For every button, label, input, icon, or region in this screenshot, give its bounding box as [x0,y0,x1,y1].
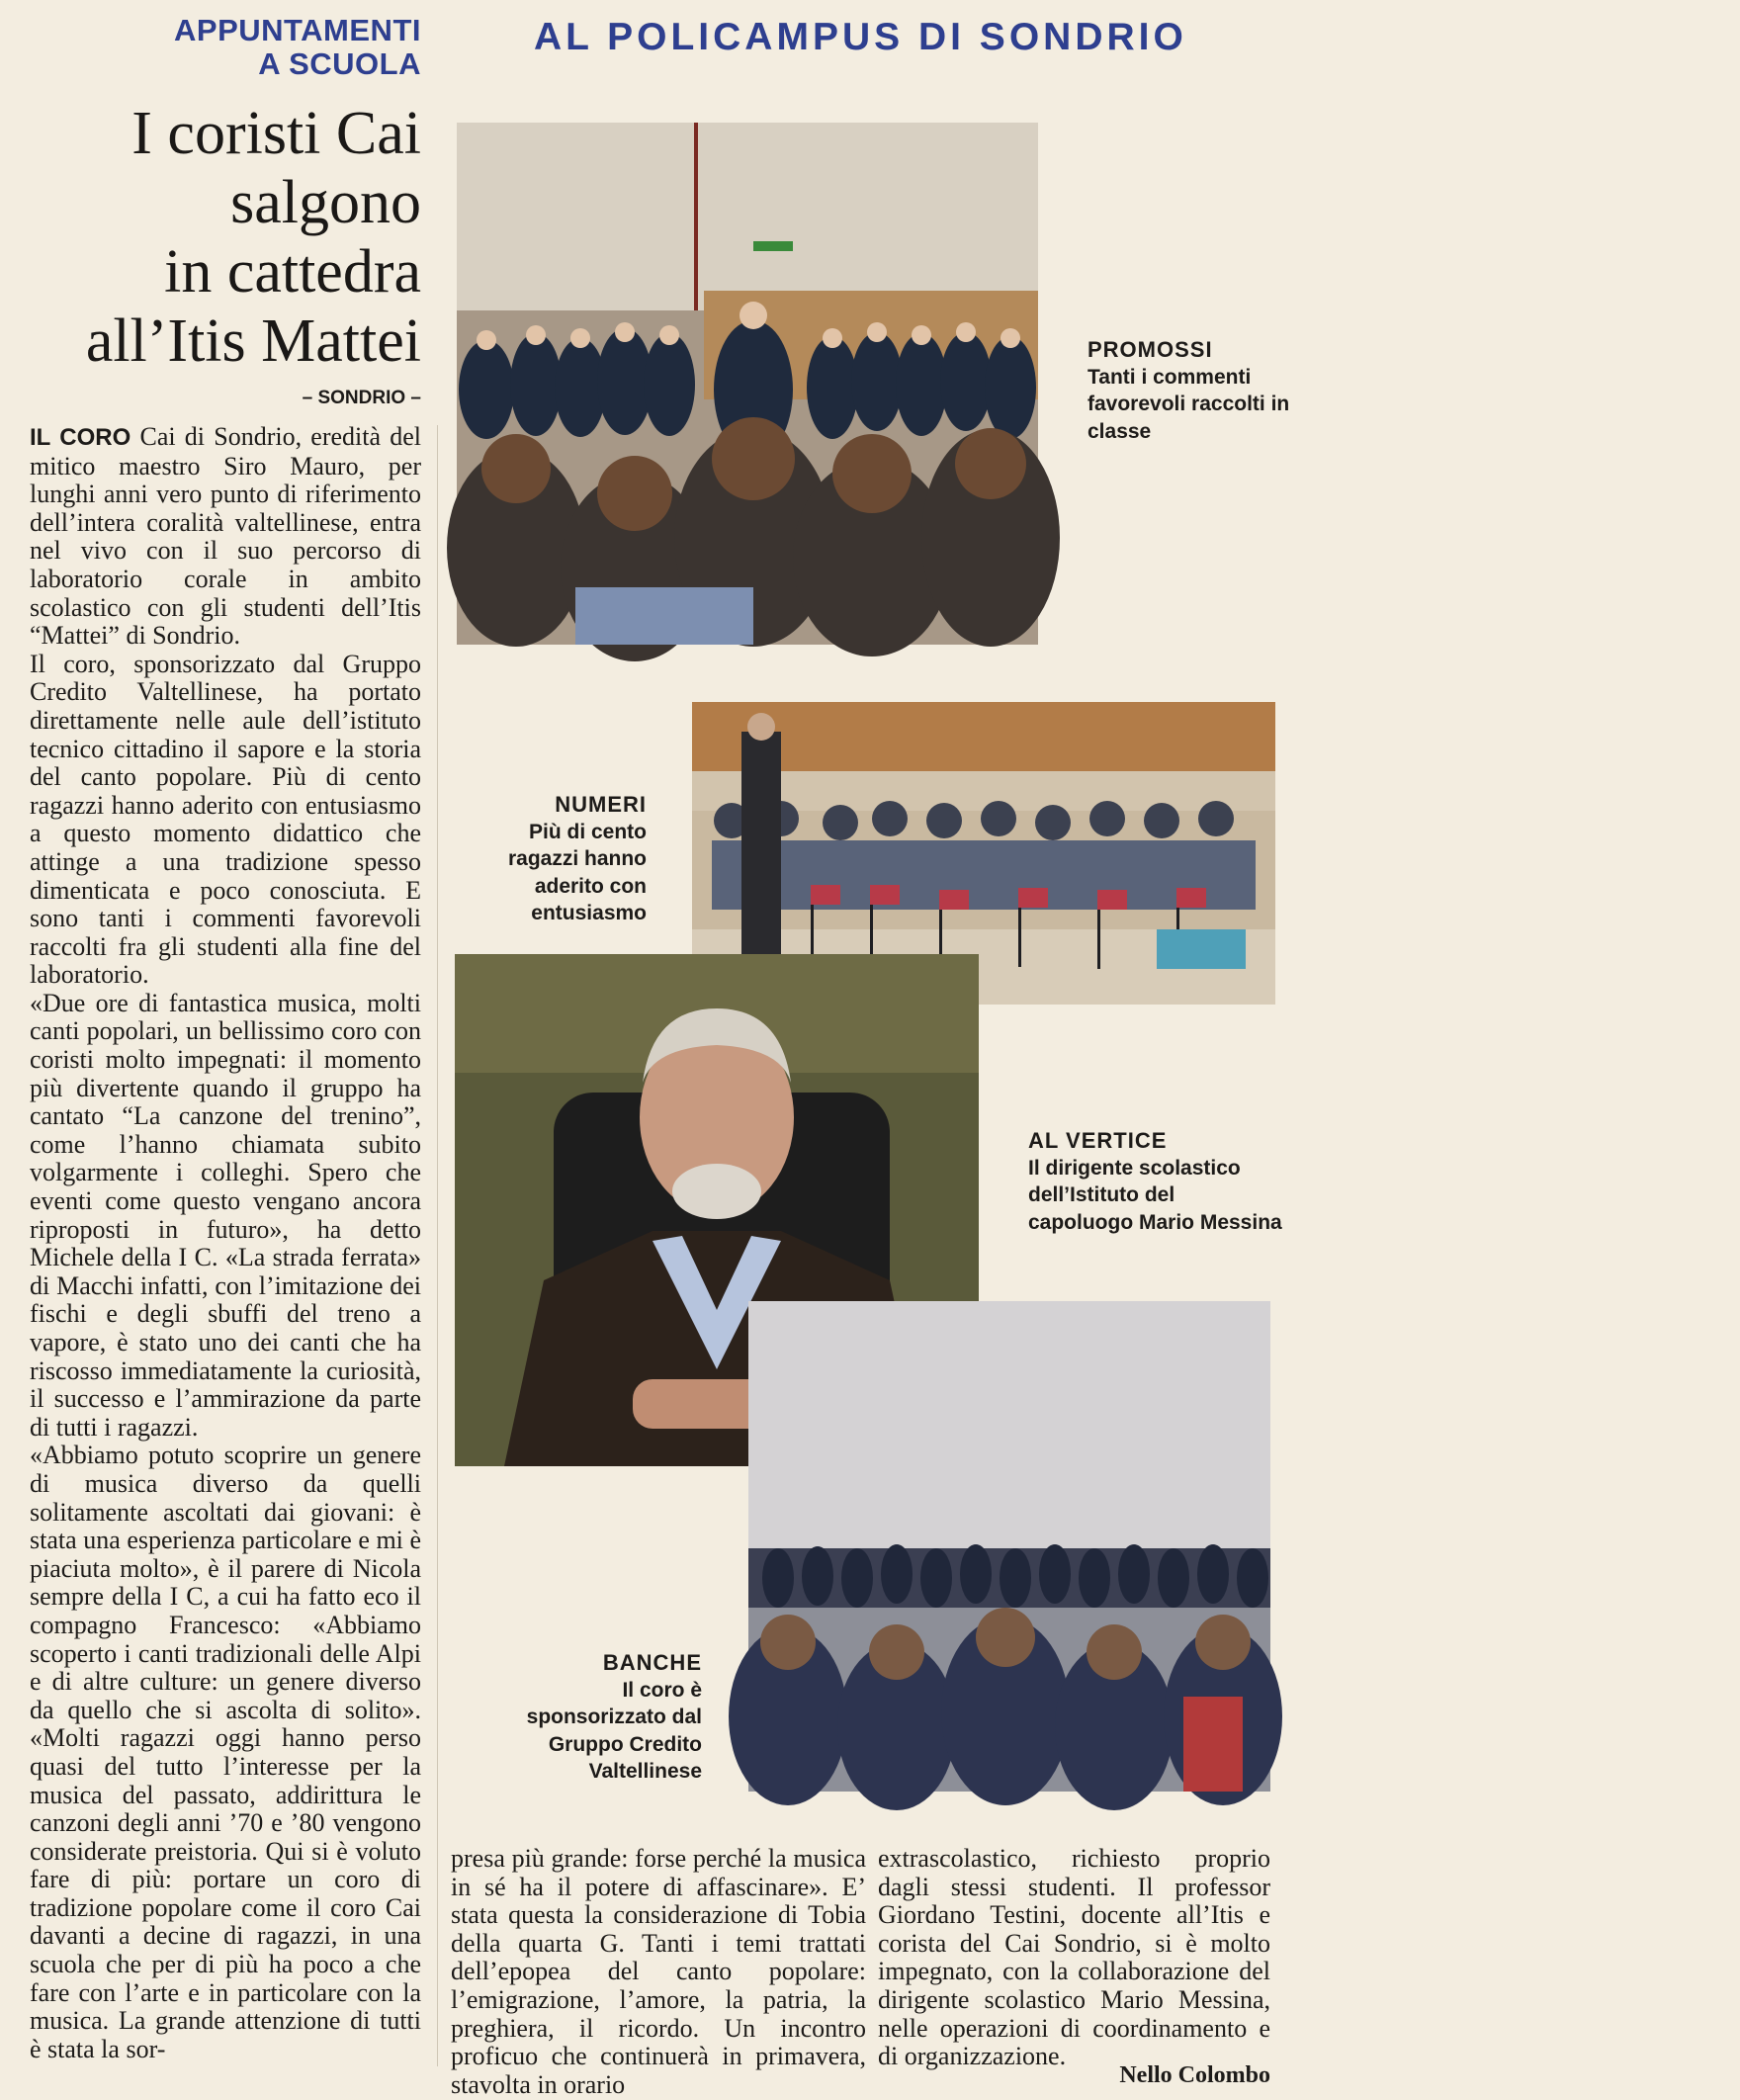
article-column-2-text: presa più grande: forse perché la musica in sé ha il potere di affascinare». E’ stata questa la considerazione di Tobia della quarta G. Tanti i temi trattati dell’epopea del canto popolare: l’emigrazione, l’amore, la patria, la preghiera, il ricordo. Un incontro proficuo che continuerà in primavera, stavolta in orario [451,1844,866,2099]
section-kicker [59,14,421,81]
caption-al-vertice-text: Il dirigente scolastico dell’Istituto del capoluogo Mario Messina [1028,1156,1282,1234]
caption-banche [494,1649,702,1786]
caption-numeri-title: NUMERI [555,792,647,817]
article-paragraph-1-text: Cai di Sondrio, eredità del mitico maestro Siro Mauro, per lunghi anni vero punto di riferimento dell’intera coralità valtellinese, entra nel vivo con il suo percorso di laboratorio corale in ambito scolastico con gli studenti dell’Itis “Mattei” di Sondrio. [30,422,421,651]
headline-line-4: all’Itis Mattei [85,307,421,375]
article-lead: IL CORO [30,424,131,451]
caption-al-vertice-title: AL VERTICE [1028,1128,1168,1153]
dateline: – SONDRIO – [302,388,421,408]
caption-promossi [1088,336,1295,445]
headline-line-1: I coristi Cai [131,100,421,167]
article-paragraph-1 [30,423,421,651]
kicker-line-2: A SCUOLA [258,46,421,81]
caption-numeri [465,791,647,927]
caption-numeri-text: Più di cento ragazzi hanno aderito con entusiasmo [507,820,647,924]
author-signature: Nello Colombo [1119,2062,1270,2088]
article-column-2 [451,1844,866,2099]
caption-promossi-text: Tanti i commenti favorevoli raccolti in classe [1088,365,1290,443]
article-column-1 [30,423,421,2068]
caption-promossi-title: PROMOSSI [1088,337,1213,362]
kicker-line-1: APPUNTAMENTI [174,13,421,47]
photo-choir-classroom [457,123,1038,645]
section-banner: AL POLICAMPUS DI SONDRIO [534,16,1187,58]
article-paragraph-3: «Due ore di fantastica musica, molti canti popolari, un bellissimo coro con coristi molto impegnati: il momento più divertente quando il gruppo ha cantato “La canzone del trenino”, come l’hanno chiamata subito volgarmente i colleghi. Spero che eventi come questo vengano ancora riproposti in futuro», ha detto Michele della I C. «La strada ferrata» di Macchi infatti, con l’imitazione dei fischi e degli sbuffi del treno a vapore, è stato uno dei canti che ha riscosso immediatamente la curiosità, il successo e l’ammirazione da parte di tutti i ragazzi. [30,988,421,1442]
headline-line-3: in cattedra [164,238,421,306]
headline [20,99,421,376]
article-column-3-text: extrascolastico, richiesto proprio dagli stessi studenti. Il professor Giordano Testini, docente all’Itis e corista del Cai Sondrio, si è molto impegnato, con la collaborazione del dirigente scolastico Mario Messina, nelle operazioni di coordinamento e di organizzazione. [878,1844,1270,2071]
photo-choir-hall [748,1301,1270,1792]
headline-line-2: salgono [230,169,421,236]
article-column-3 [878,1844,1270,2071]
article-paragraph-4: «Abbiamo potuto scoprire un genere di musica diverso da quelli solitamente ascoltati dai giovani: è stata una esperienza particolare e mi è piaciuta molto», è il parere di Nicola sempre della I C, a cui ha fatto eco il compagno Francesco: «Abbiamo scoperto i canti tradizionali delle Alpi e di altre culture: un genere diverso da quello che si ascolta di solito». «Molti ragazzi oggi hanno perso quasi del tutto l’interesse per la musica del passato, addirittura le canzoni degli anni ’70 e ’80 vengono considerate preistoria. Qui si è voluto fare di più: portare un coro di tradizione popolare come il coro Cai davanti a decine di ragazzi, in una scuola che per di più ha poco a che fare con l’arte e in particolare con la musica. La grande attenzione di tutti è stata la sor- [30,1441,421,2063]
caption-banche-title: BANCHE [602,1650,702,1675]
column-divider [437,425,438,2066]
caption-al-vertice [1028,1127,1285,1236]
article-paragraph-2: Il coro, sponsorizzato dal Gruppo Credito Valtellinese, ha portato direttamente nelle aule dell’istituto tecnico cittadino il sapore e la storia del canto popolare. Più di cento ragazzi hanno aderito con entusiasmo a questo momento didattico che attinge a una tradizione spesso dimenticata e poco conosciuta. E sono tanti i commenti favorevoli raccolti fra gli studenti alla fine del laboratorio. [30,649,421,990]
caption-banche-text: Il coro è sponsorizzato dal Gruppo Credito Valtellinese [526,1678,702,1783]
